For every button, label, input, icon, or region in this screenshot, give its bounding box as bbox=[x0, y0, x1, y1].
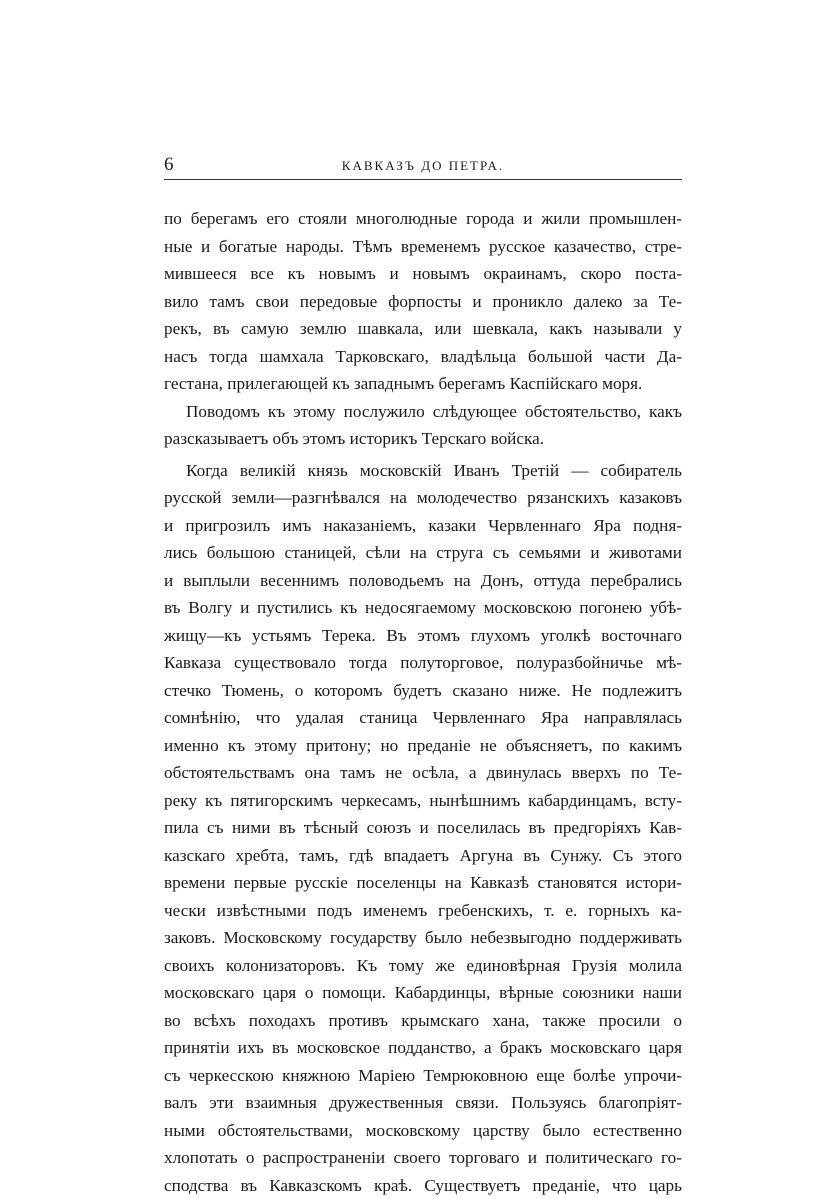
text-line: валъ эти взаимныя дружественныя связи. Пользуясь благопріят- bbox=[164, 1089, 682, 1117]
text-line: чески извѣстными подъ именемъ гребенскихъ, т. е. горныхъ ка- bbox=[164, 897, 682, 925]
text-line: сомнѣнію, что удалая станица Червленнаго Яра направлялась bbox=[164, 704, 682, 732]
text-line: мившееся все къ новымъ и новымъ окраинамъ, скоро поста- bbox=[164, 260, 682, 288]
text-line: времени первые русскіе поселенцы на Кавказѣ становятся истори- bbox=[164, 869, 682, 897]
body-text bbox=[164, 205, 682, 1199]
text-line: именно къ этому притону; но преданіе не объясняетъ, по какимъ bbox=[164, 732, 682, 760]
text-line: принятіи ихъ въ московское подданство, а бракъ московскаго царя bbox=[164, 1034, 682, 1062]
text-line: вило тамъ свои передовые форпосты и проникло далеко за Те- bbox=[164, 288, 682, 316]
text-line: ные и богатые народы. Тѣмъ временемъ русское казачество, стре- bbox=[164, 233, 682, 261]
text-line: московскаго царя о помощи. Кабардинцы, вѣрные союзники наши bbox=[164, 979, 682, 1007]
text-line: лись большою станицей, сѣли на струга съ семьями и животами bbox=[164, 539, 682, 567]
text-line: сподства въ Кавказскомъ краѣ. Существуетъ преданіе, что царь bbox=[164, 1172, 682, 1199]
text-line: насъ тогда шамхала Тарковскаго, владѣльца большой части Да- bbox=[164, 343, 682, 371]
paragraph-1 bbox=[164, 205, 682, 398]
text-line: во всѣхъ походахъ противъ крымскаго хана, также просили о bbox=[164, 1007, 682, 1035]
text-line: пила съ ними въ тѣсный союзъ и поселилась въ предгоріяхъ Кав- bbox=[164, 814, 682, 842]
text-line: русской земли—разгнѣвался на молодечество рязанскихъ казаковъ bbox=[164, 484, 682, 512]
text-line: разсказываетъ объ этомъ историкъ Терскаго войска. bbox=[164, 425, 682, 453]
text-line: стечко Тюмень, о которомъ будетъ сказано ниже. Не подлежитъ bbox=[164, 677, 682, 705]
text-line: заковъ. Московскому государству было небезвыгодно поддерживать bbox=[164, 924, 682, 952]
text-line: въ Волгу и пустились къ недосягаемому московскою погонею убѣ- bbox=[164, 594, 682, 622]
text-line: Когда великій князь московскій Иванъ Третій — собиратель bbox=[164, 457, 682, 485]
text-line: ными обстоятельствами, московскому царству было естественно bbox=[164, 1117, 682, 1145]
text-line: казскаго хребта, тамъ, гдѣ впадаетъ Аргуна въ Сунжу. Съ этого bbox=[164, 842, 682, 870]
text-line: рекъ, въ самую землю шавкала, или шевкала, какъ называли у bbox=[164, 315, 682, 343]
text-line: по берегамъ его стояли многолюдные города и жили промышлен- bbox=[164, 205, 682, 233]
running-title: КАВКАЗЪ ДО ПЕТРА. bbox=[164, 158, 682, 174]
text-line: жищу—къ устьямъ Терека. Въ этомъ глухомъ уголкѣ восточнаго bbox=[164, 622, 682, 650]
text-line: обстоятельствамъ она тамъ не осѣла, а двинулась вверхъ по Те- bbox=[164, 759, 682, 787]
paragraph-2 bbox=[164, 398, 682, 453]
text-line: и пригрозилъ имъ наказаніемъ, казаки Червленнаго Яра подня- bbox=[164, 512, 682, 540]
text-line: и выплыли весеннимъ половодьемъ на Донъ, оттуда перебрались bbox=[164, 567, 682, 595]
text-line: Поводомъ къ этому послужило слѣдующее обстоятельство, какъ bbox=[164, 398, 682, 426]
text-line: гестана, прилегающей къ западнымъ берегамъ Каспійскаго моря. bbox=[164, 370, 682, 398]
paragraph-3 bbox=[164, 457, 682, 1199]
text-line: своихъ колонизаторовъ. Къ тому же единовѣрная Грузія молила bbox=[164, 952, 682, 980]
text-line: Кавказа существовало тогда полуторговое, полуразбойничье мѣ- bbox=[164, 649, 682, 677]
text-line: съ черкесскою княжною Маріею Темрюковною еще болѣе упрочи- bbox=[164, 1062, 682, 1090]
text-line: хлопотать о распространеніи своего торговаго и политическаго го- bbox=[164, 1144, 682, 1172]
header-rule bbox=[164, 179, 682, 180]
text-line: реку къ пятигорскимъ черкесамъ, нынѣшнимъ кабардинцамъ, всту- bbox=[164, 787, 682, 815]
page-number: 6 bbox=[164, 154, 174, 176]
page-header bbox=[164, 150, 682, 180]
